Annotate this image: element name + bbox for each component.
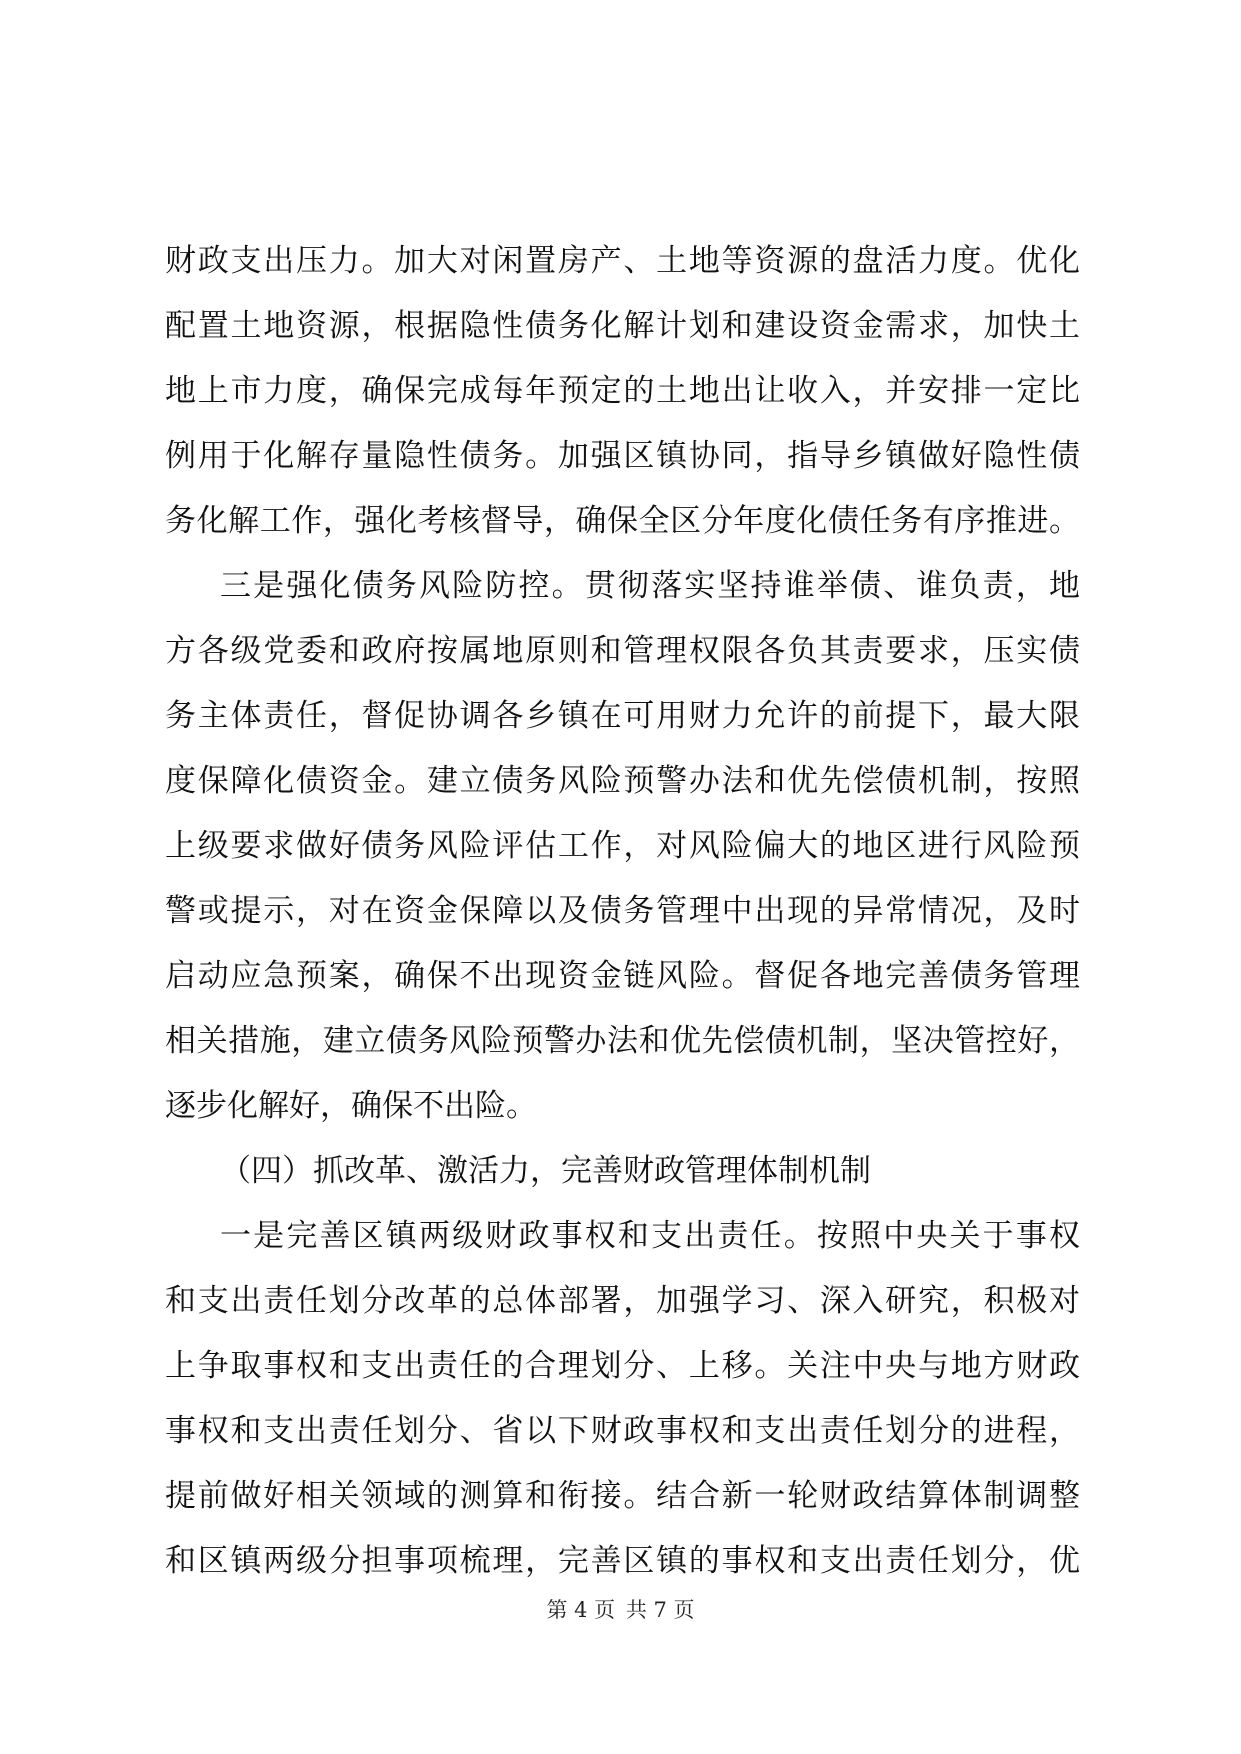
text-line: 上争取事权和支出责任的合理划分、上移。关注中央与地方财政 <box>165 1348 1080 1384</box>
page-number: 第 4 页 <box>546 1598 616 1622</box>
text-line: 逐步化解好，确保不出险。 <box>165 1088 537 1124</box>
text-line: 配置土地资源，根据隐性债务化解计划和建设资金需求，加快土 <box>165 308 1080 344</box>
text-line: 度保障化债资金。建立债务风险预警办法和优先偿债机制，按照 <box>165 763 1080 799</box>
section-heading: （四）抓改革、激活力，完善财政管理体制机制 <box>220 1153 871 1189</box>
text-line: 务主体责任，督促协调各乡镇在可用财力允许的前提下，最大限 <box>165 698 1080 734</box>
text-line: 提前做好相关领域的测算和衔接。结合新一轮财政结算体制调整 <box>165 1478 1080 1514</box>
text-line: 和支出责任划分改革的总体部署，加强学习、深入研究，积极对 <box>165 1283 1080 1319</box>
text-line: 例用于化解存量隐性债务。加强区镇协同，指导乡镇做好隐性债 <box>165 438 1080 474</box>
text-line: 财政支出压力。加大对闲置房产、土地等资源的盘活力度。优化 <box>165 243 1080 279</box>
text-line: 上级要求做好债务风险评估工作，对风险偏大的地区进行风险预 <box>165 828 1080 864</box>
text-line: 务化解工作，强化考核督导，确保全区分年度化债任务有序推进。 <box>165 503 1080 539</box>
document-body <box>165 229 1080 1594</box>
text-line: 相关措施，建立债务风险预警办法和优先偿债机制，坚决管控好， <box>165 1023 1080 1059</box>
text-line: 地上市力度，确保完成每年预定的土地出让收入，并安排一定比 <box>165 373 1080 409</box>
text-line: 方各级党委和政府按属地原则和管理权限各负其责要求，压实债 <box>165 633 1080 669</box>
text-line: 事权和支出责任划分、省以下财政事权和支出责任划分的进程， <box>165 1413 1080 1449</box>
page-total: 共 7 页 <box>625 1598 695 1622</box>
paragraph-first-line: 一是完善区镇两级财政事权和支出责任。按照中央关于事权 <box>220 1218 1080 1254</box>
text-line: 和区镇两级分担事项梳理，完善区镇的事权和支出责任划分，优 <box>165 1543 1080 1579</box>
text-line: 警或提示，对在资金保障以及债务管理中出现的异常情况，及时 <box>165 893 1080 929</box>
paragraph-first-line: 三是强化债务风险防控。贯彻落实坚持谁举债、谁负责，地 <box>220 568 1080 604</box>
text-line: 启动应急预案，确保不出现资金链风险。督促各地完善债务管理 <box>165 958 1080 994</box>
page-footer <box>0 1595 1241 1625</box>
